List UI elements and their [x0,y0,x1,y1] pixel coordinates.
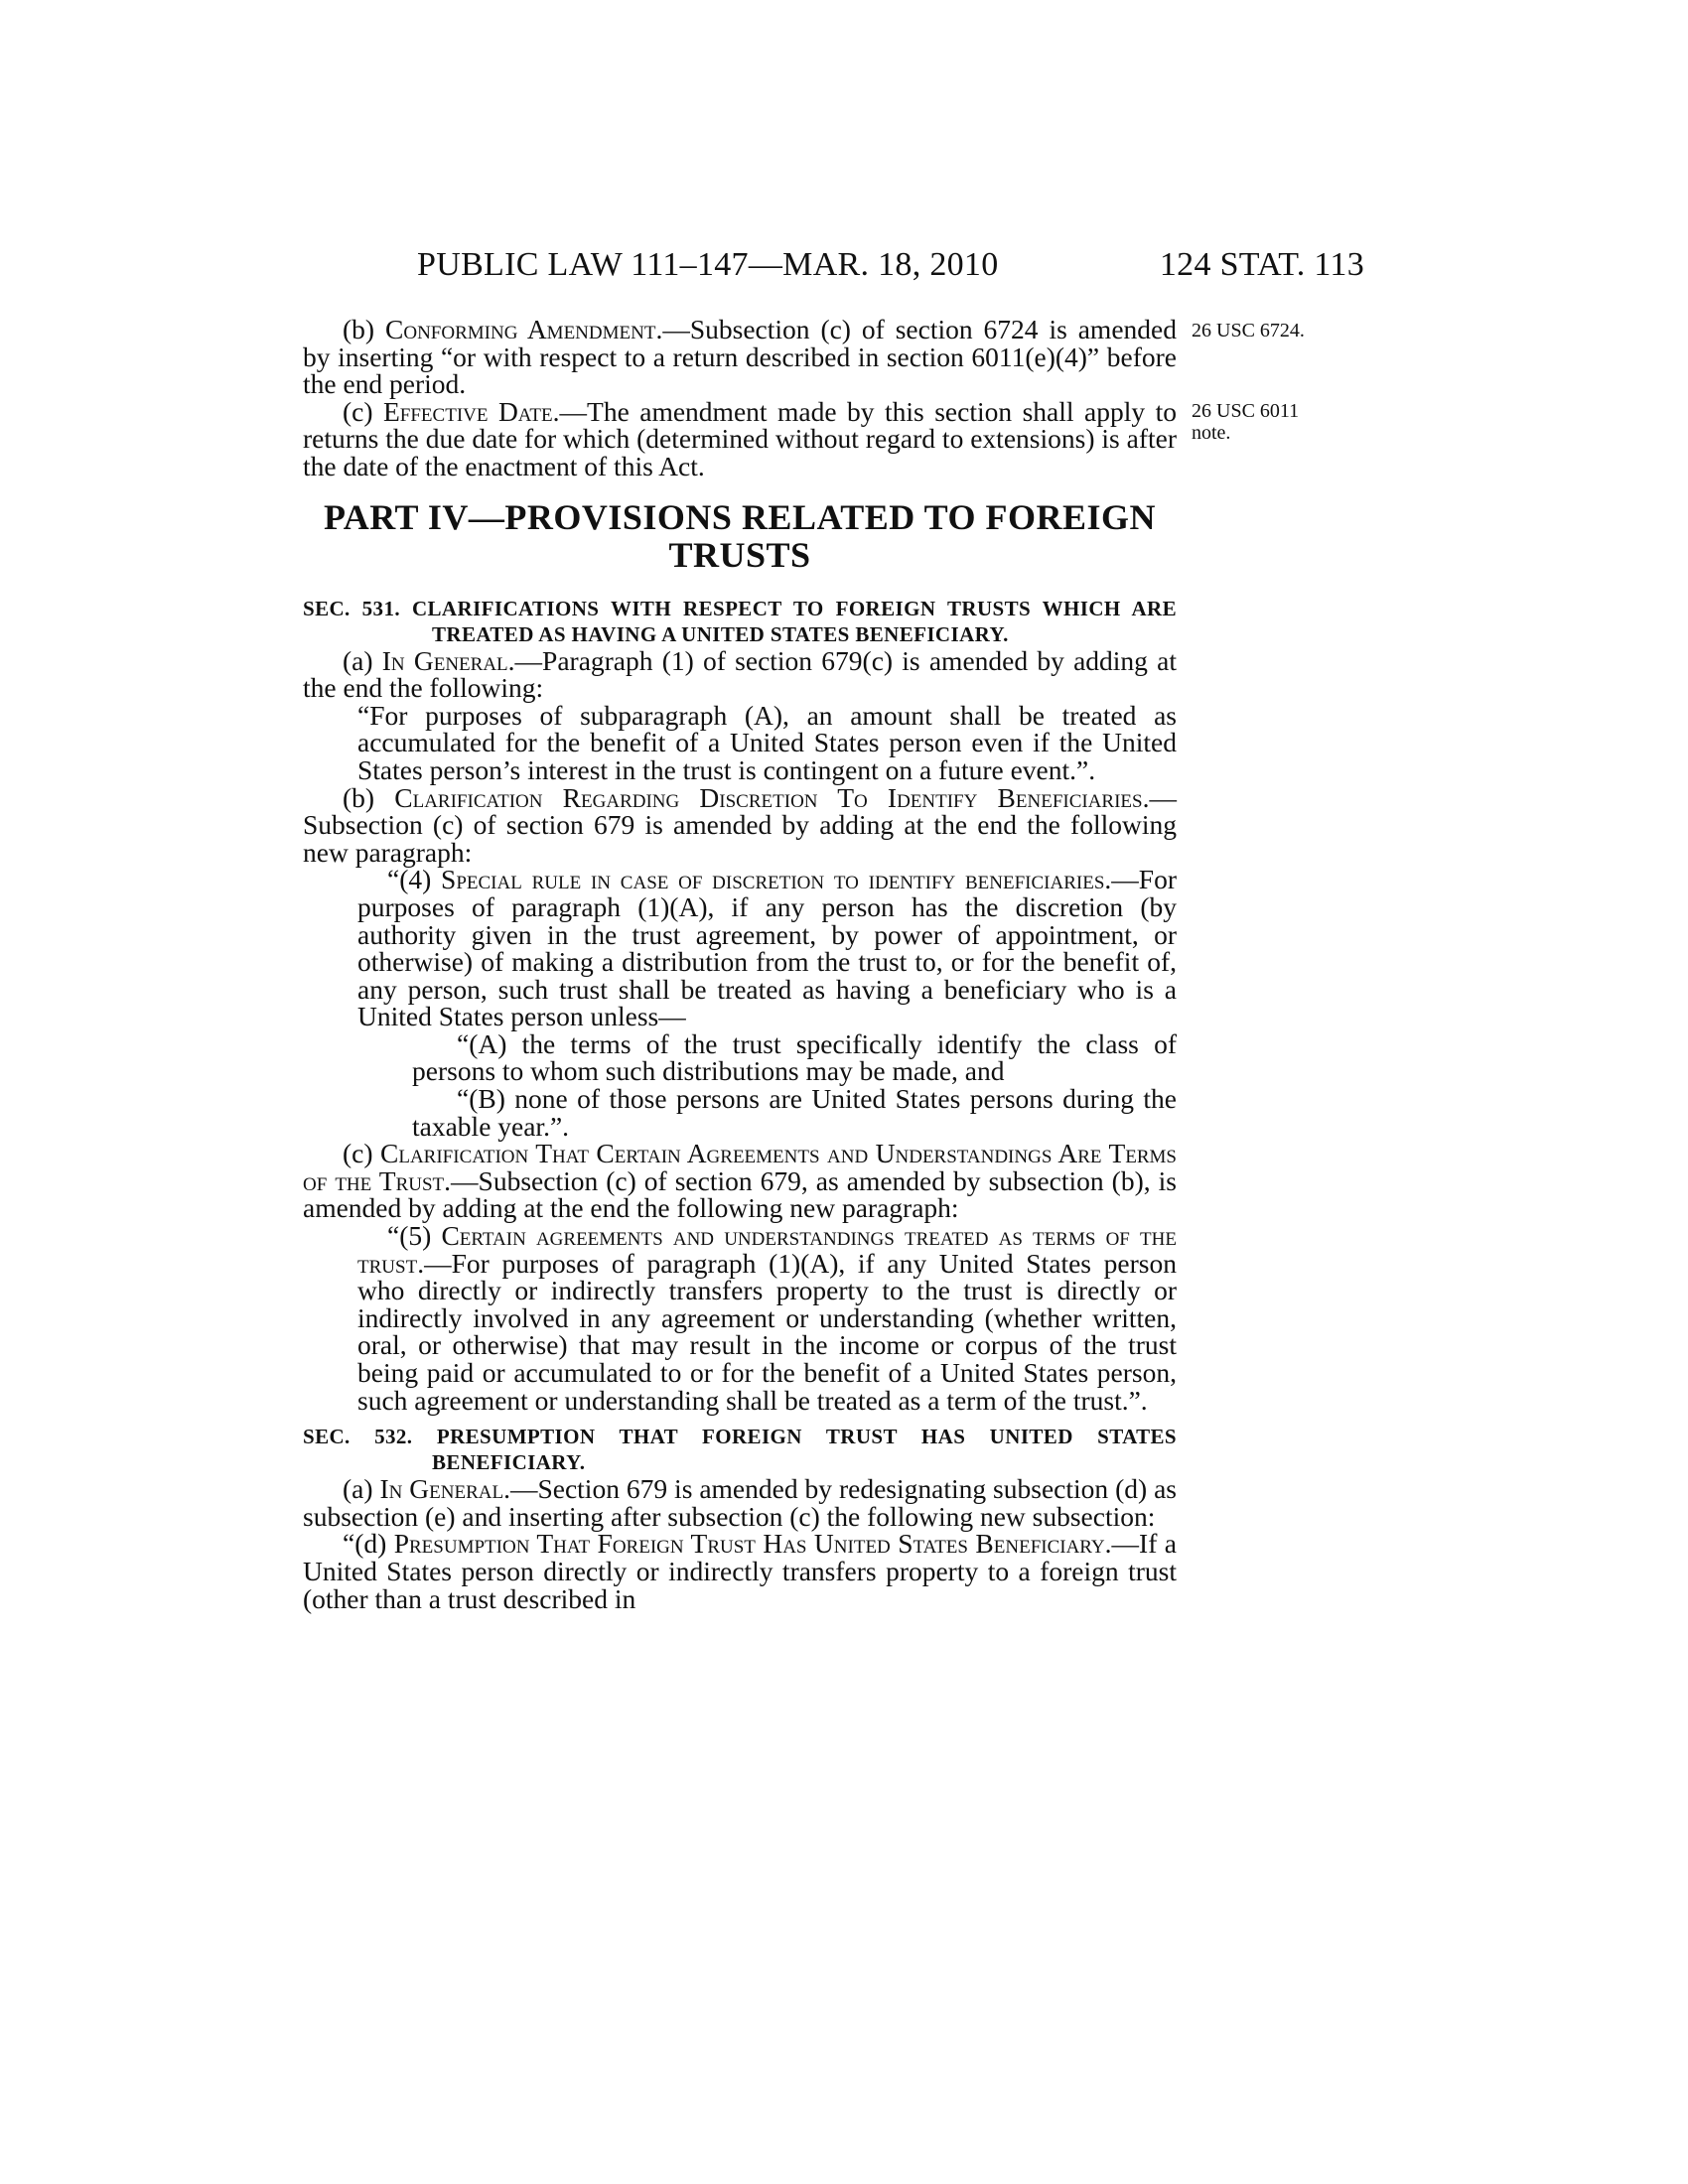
paragraph-531-c: (c) Clarification That Certain Agreements and Understandings Are Terms of the Trust.—Subsection (c) of section 679, as amended by subsection (b), is amended by adding at the end the following new paragraph: [303,1138,1177,1224]
paragraph-531-b-4-B: “(B) none of those persons are United States persons during the taxable year.”. [412,1083,1177,1142]
margin-note-usc-6011 [1192,400,1390,444]
page-number: 124 STAT. 113 [1159,246,1364,283]
paragraph-532-a: (a) In General.—Section 679 is amended by redesignating subsection (d) as subsection (e) and inserting after subsection (c) the following new subsection: [303,1473,1177,1532]
part-heading: PART IV—PROVISIONS RELATED TO FOREIGN TRUSTS [323,496,1157,575]
paragraph-531-b: (b) Clarification Regarding Discretion To Identify Beneficiaries.—Subsection (c) of section 679 is amended by adding at the end the following new paragraph: [303,781,1177,868]
paragraph-c-effective-date: (c) Effective Date.—The amendment made by this section shall apply to returns the due date for which (determined without regard to extensions) is after the date of the enactment of this Act. [303,395,1177,481]
paragraph-b-conforming-amendment: (b) Conforming Amendment.—Subsection (c) of section 6724 is amended by inserting “or with respect to a return described in section 6011(e)(4)” before the end period. [303,314,1177,400]
section-531-heading: SEC. 531. CLARIFICATIONS WITH RESPECT TO FOREIGN TRUSTS WHICH ARE TREATED AS HAVING A UNITED STATES BENEFICIARY. [303,596,1177,646]
paragraph-531-a-quote: “For purposes of subparagraph (A), an amount shall be treated as accumulated for the benefit of a United States person even if the United States person’s interest in the trust is contingent on a future event.”. [357,699,1177,785]
paragraph-531-c-5: “(5) Certain agreements and understandings treated as terms of the trust.—For purposes of paragraph (1)(A), if any United States person who directly or indirectly transfers property to the trust is directly or indirectly involved in any agreement or understanding (whether written, oral, or otherwise) that may result in the income or corpus of the trust being paid or accumulated to or for the benefit of a United States person, such agreement or understanding shall be treated as a term of the trust.”. [357,1220,1177,1416]
running-head: PUBLIC LAW 111–147—MAR. 18, 2010 [417,246,999,283]
paragraph-531-b-4-A: “(A) the terms of the trust specifically identify the class of persons to whom such distributions may be made, and [412,1027,1177,1087]
paragraph-531-a: (a) In General.—Paragraph (1) of section 679(c) is amended by adding at the end the following: [303,644,1177,704]
margin-note-text: 26 USC 6011 [1192,400,1300,422]
main-text-column [303,316,1177,1612]
margin-note-text: 26 USC 6724. [1192,320,1305,341]
margin-note-usc-6724 [1192,320,1390,341]
paragraph-532-d: “(d) Presumption That Foreign Trust Has United States Beneficiary.—If a United States person directly or indirectly transfers property to a foreign trust (other than a trust described in [303,1528,1177,1614]
margin-note-text: note. [1192,422,1231,444]
section-532-heading: SEC. 532. PRESUMPTION THAT FOREIGN TRUST HAS UNITED STATES BENEFICIARY. [303,1425,1177,1475]
paragraph-531-b-4: “(4) Special rule in case of discretion to identify beneficiaries.—For purposes of paragraph (1)(A), if any person has the discretion (by authority given in the trust agreement, by power of appointment, or otherwise) of making a distribution from the trust to, or for the benefit of, any person, such trust shall be treated as having a beneficiary who is a United States person unless— [357,864,1177,1032]
